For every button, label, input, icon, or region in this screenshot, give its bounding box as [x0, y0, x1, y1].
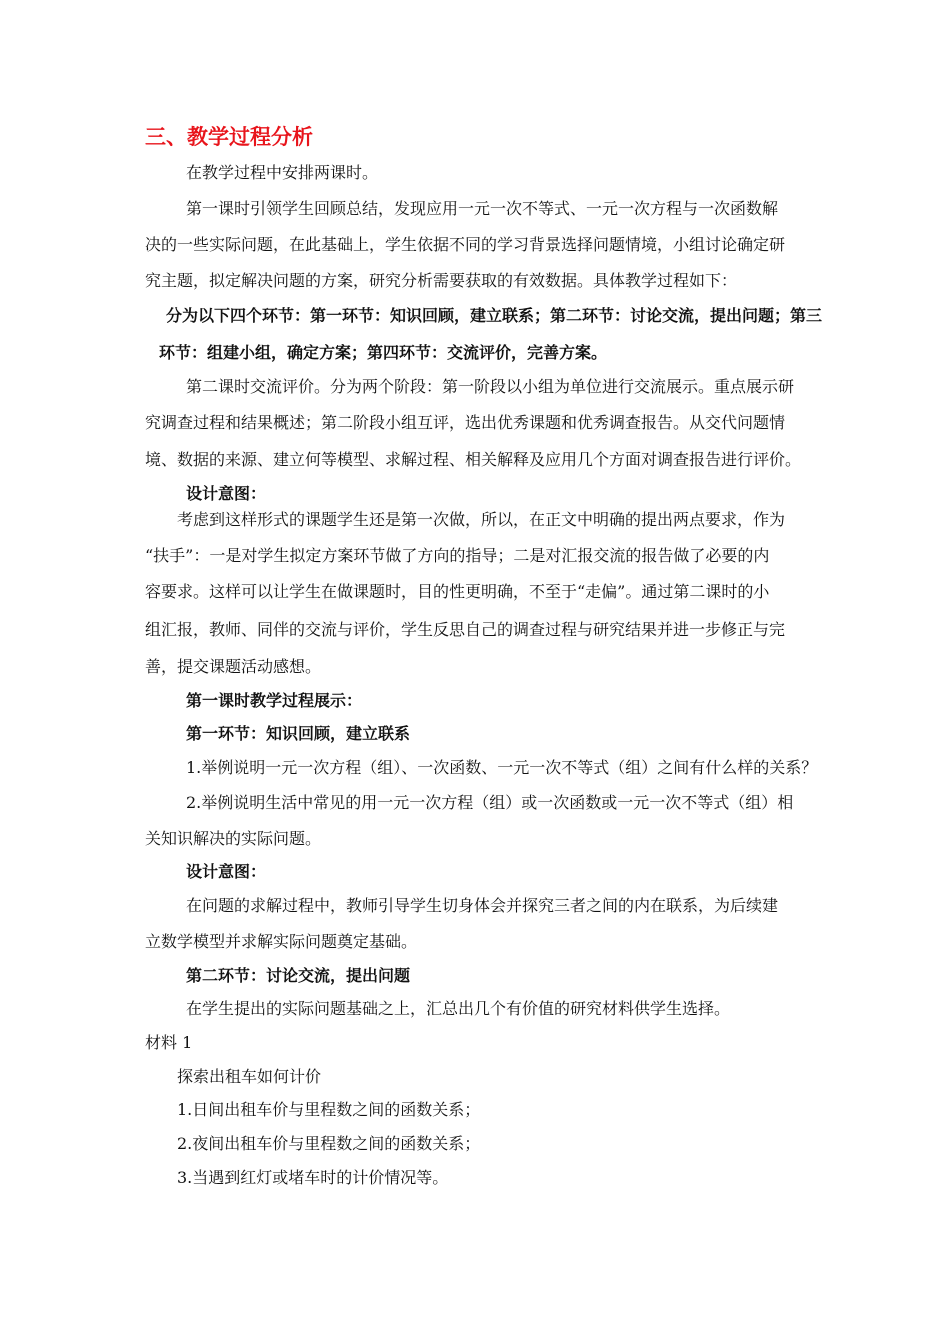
paragraph-line: 究主题，拟定解决问题的方案，研究分析需要获取的有效数据。具体教学过程如下： — [145, 271, 738, 290]
list-item: 2.夜间出租车价与里程数之间的函数关系； — [177, 1134, 481, 1153]
paragraph-line: 第二课时交流评价。分为两个阶段：第一阶段以小组为单位进行交流展示。重点展示研 — [186, 377, 795, 396]
material-label: 材料 1 — [145, 1033, 193, 1052]
paragraph-line: 境、数据的来源、建立何等模型、求解过程、相关解释及应用几个方面对调查报告进行评价。 — [145, 450, 802, 469]
paragraph-line: 关知识解决的实际问题。 — [145, 829, 322, 848]
paragraph-line: 在问题的求解过程中，教师引导学生切身体会并探究三者之间的内在联系，为后续建 — [186, 896, 779, 915]
subheading-lesson-one: 第一课时教学过程展示： — [186, 691, 363, 710]
paragraph-line: 善，提交课题活动感想。 — [145, 657, 322, 676]
list-item: 3.当遇到红灯或堵车时的计价情况等。 — [177, 1168, 449, 1187]
subheading-stage-two: 第二环节：讨论交流，提出问题 — [186, 966, 411, 985]
bold-summary-line: 分为以下四个环节：第一环节：知识回顾，建立联系；第二环节：讨论交流，提出问题；第三 — [166, 306, 823, 325]
paragraph-line: 第一课时引领学生回顾总结，发现应用一元一次不等式、一元一次方程与一次函数解 — [186, 199, 779, 218]
paragraph-line: 立数学模型并求解实际问题奠定基础。 — [145, 932, 418, 951]
paragraph-line: 在教学过程中安排两课时。 — [186, 163, 379, 182]
section-heading: 三、教学过程分析 — [145, 125, 313, 149]
subheading-stage-one: 第一环节：知识回顾，建立联系 — [186, 724, 411, 743]
paragraph-line: 在学生提出的实际问题基础之上，汇总出几个有价值的研究材料供学生选择。 — [186, 999, 731, 1018]
bold-summary-line: 环节：组建小组，确定方案；第四环节：交流评价，完善方案。 — [159, 343, 608, 362]
paragraph-line: 决的一些实际问题，在此基础上，学生依据不同的学习背景选择问题情境，小组讨论确定研 — [145, 235, 786, 254]
list-item: 1.日间出租车价与里程数之间的函数关系； — [177, 1100, 481, 1119]
subheading-design-intent: 设计意图： — [186, 484, 267, 503]
paragraph-line: 究调查过程和结果概述；第二阶段小组互评，选出优秀课题和优秀调查报告。从交代问题情 — [145, 413, 786, 432]
paragraph-line: 考虑到这样形式的课题学生还是第一次做，所以，在正文中明确的提出两点要求，作为 — [177, 510, 786, 529]
paragraph-line: “扶手”：一是对学生拟定方案环节做了方向的指导；二是对汇报交流的报告做了必要的内 — [145, 546, 770, 565]
list-item: 2.举例说明生活中常见的用一元一次方程（组）或一次函数或一元一次不等式（组）相 — [186, 793, 794, 812]
list-item: 1.举例说明一元一次方程（组）、一次函数、一元一次不等式（组）之间有什么样的关系？ — [186, 758, 818, 777]
subheading-design-intent: 设计意图： — [186, 862, 267, 881]
paragraph-line: 容要求。这样可以让学生在做课题时，目的性更明确，不至于“走偏”。通过第二课时的小 — [145, 582, 770, 601]
material-title: 探索出租车如何计价 — [177, 1067, 322, 1086]
paragraph-line: 组汇报，教师、同伴的交流与评价，学生反思自己的调查过程与研究结果并进一步修正与完 — [145, 620, 786, 639]
